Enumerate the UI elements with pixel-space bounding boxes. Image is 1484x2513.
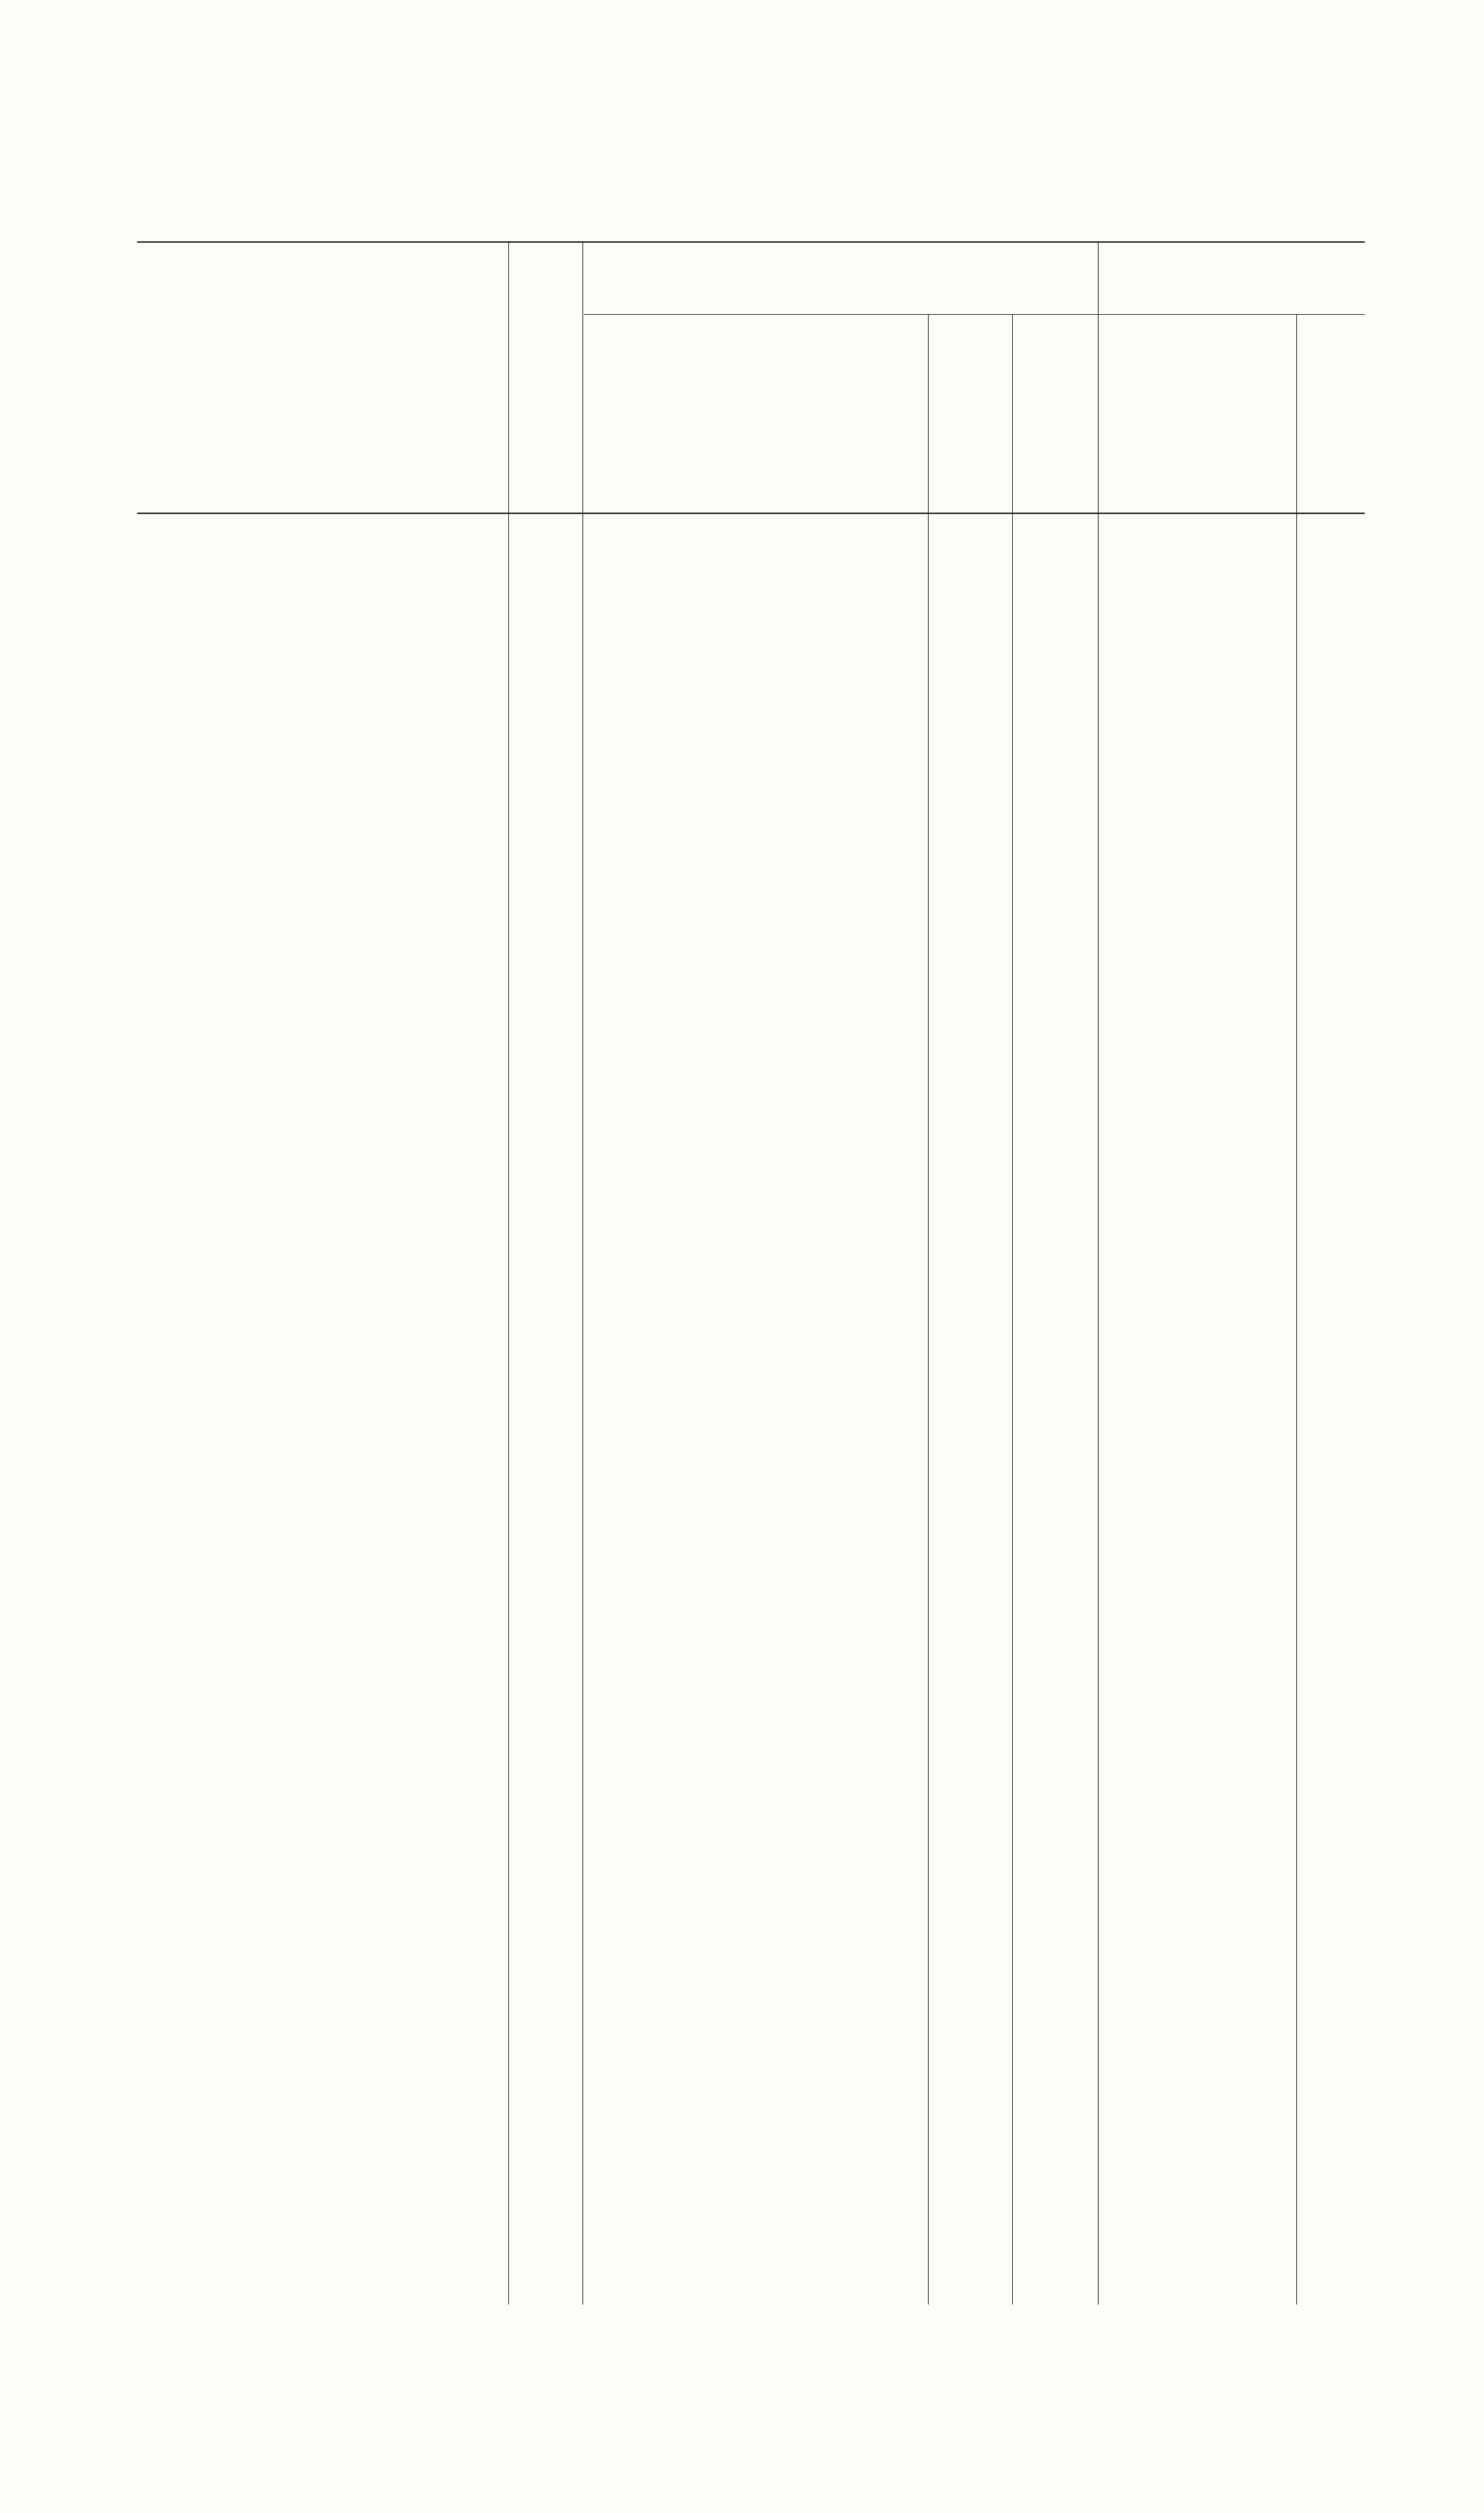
teacher-row (584, 1306, 1369, 1329)
teacher-row (584, 1678, 1369, 1701)
teacher-row (584, 707, 1369, 730)
teacher-row (584, 2207, 1369, 2230)
teacher-row (584, 1351, 1369, 1374)
teacher-row (584, 1029, 1369, 1052)
teacher-row (584, 1075, 1369, 1098)
teacher-row (584, 1656, 1369, 1678)
teacher-row (584, 1885, 1369, 1908)
teacher-row (584, 1237, 1369, 1259)
teacher-row (584, 639, 1369, 662)
teacher-row (584, 2185, 1369, 2207)
teacher-row (584, 662, 1369, 685)
teacher-row (584, 2093, 1369, 2115)
teacher-row (584, 1260, 1369, 1283)
teacher-row (584, 1955, 1369, 1978)
teacher-row (584, 1978, 1369, 2000)
teacher-row (584, 845, 1369, 868)
teacher-row (584, 1725, 1369, 1748)
teacher-row (584, 1563, 1369, 1586)
teacher-row (584, 1633, 1369, 1656)
teacher-row (584, 892, 1369, 915)
header-bottom-rule (137, 513, 1365, 514)
teacher-row (584, 1587, 1369, 1610)
teacher-row (584, 2230, 1369, 2253)
teacher-row (584, 822, 1369, 845)
teacher-row (584, 2162, 1369, 2185)
teacher-row (584, 593, 1369, 615)
teacher-row (584, 2253, 1369, 2276)
teacher-row (584, 983, 1369, 1006)
teacher-row (584, 1052, 1369, 1075)
teacher-row (584, 1398, 1369, 1421)
teacher-row (584, 1817, 1369, 1840)
teacher-row (584, 937, 1369, 960)
teacher-row (584, 1329, 1369, 1351)
teacher-row (584, 2138, 1369, 2161)
teacher-row (584, 1541, 1369, 1563)
teacher-row (584, 570, 1369, 593)
teacher-row (584, 1840, 1369, 1863)
teacher-row (584, 1283, 1369, 1306)
vline-1 (508, 241, 509, 2305)
teacher-row (584, 1191, 1369, 1214)
teacher-row (584, 1771, 1369, 1793)
teacher-row (584, 1793, 1369, 1816)
teacher-row (584, 960, 1369, 983)
teacher-row (584, 1518, 1369, 1541)
teacher-row (584, 2023, 1369, 2046)
teacher-row (584, 2047, 1369, 2070)
teacher-row (584, 2000, 1369, 2023)
teacher-row (584, 615, 1369, 638)
teacher-row (584, 1863, 1369, 1885)
teacher-row (584, 1748, 1369, 1771)
names-divider-rule (584, 314, 1365, 315)
teacher-row (584, 1932, 1369, 1955)
header-top-rule (137, 241, 1365, 243)
teacher-row (584, 1007, 1369, 1029)
teacher-row (584, 2070, 1369, 2093)
teacher-row (584, 1702, 1369, 1725)
teacher-row (584, 1214, 1369, 1237)
teacher-row (584, 1908, 1369, 1931)
teacher-row (584, 868, 1369, 891)
teacher-row (584, 685, 1369, 707)
teacher-row (584, 2277, 1369, 2300)
vline-2 (582, 241, 583, 2305)
teacher-row (584, 1375, 1369, 1398)
teacher-row (584, 1610, 1369, 1633)
teacher-row (584, 2115, 1369, 2138)
teacher-row (584, 915, 1369, 937)
